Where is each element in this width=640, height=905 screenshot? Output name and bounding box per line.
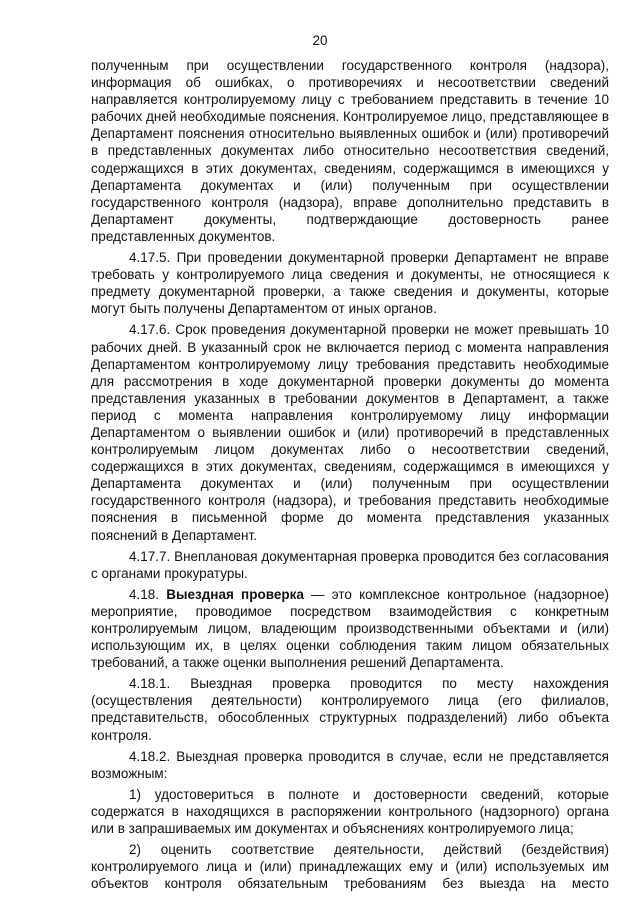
term-onsite-inspection: Выездная проверка	[166, 586, 304, 602]
paragraph-4-18-2: 4.18.2. Выездная проверка проводится в случае, если не представляется возможным:	[91, 748, 609, 781]
list-item-2: 2) оценить соответствие деятельности, действий (бездействия) контролируемого лица и (или) принадлежащих ему и (или) используемых им объектов контроля обязательным требованиям без выезда на место	[91, 842, 609, 892]
list-item-1: 1) удостовериться в полноте и достоверности сведений, которые содержатся в находящихся в распоряжении контрольного (надзорного) органа или в запрашиваемых им документах и объяснениях контролируемого лица;	[91, 786, 609, 837]
paragraph-4-18-number: 4.18.	[129, 586, 167, 602]
paragraph-4-18-1: 4.18.1. Выездная проверка проводится по месту нахождения (осуществления деятельности) контролируемого лица (его филиалов, представительств, обособленных структурных подразделений) либо объекта контроля.	[91, 676, 609, 743]
paragraph-4-17-7: 4.17.7. Внеплановая документарная проверка проводится без согласования с органами прокуратуры.	[91, 548, 609, 581]
page-number: 20	[312, 33, 328, 48]
paragraph-4-17-6: 4.17.6. Срок проведения документарной проверки не может превышать 10 рабочих дней. В указанный срок не включается период с момента направления Департаментом контролируемому лицу требования представить необходимые для рассмотрения в ходе документарной проверки документы до момента представления указанных в требовании документов в Департамент, а также период с момента направления контролируемому лицу информации Департаментом о выявлении ошибок и (или) противоречий в представленных контролируемым лицом документах либо о несоответствии сведений, содержащихся в этих документах, сведениям, содержащимся в имеющихся у Департамента документах и (или) полученным при осуществлении государственного контроля (надзора), и требования представить необходимые пояснения в письменной форме до момента представления указанных пояснений в Департамент.	[91, 322, 609, 543]
paragraph-4-18-definition: — это комплексное контрольное (надзорное) мероприятие, проводимое посредством взаимодействия с конкретным контролируемым лицом, владеющим производственными объектами и (или) использующим их, в целях оценки соблюдения таким лицом обязательных требований, а также оценки выполнения решений Департамента.	[91, 586, 609, 671]
document-body	[91, 57, 609, 896]
paragraph-4-18	[91, 586, 609, 671]
paragraph-4-17-5: 4.17.5. При проведении документарной проверки Департамент не вправе требовать у контролируемого лица сведения и документы, не относящиеся к предмету документарной проверки, а также сведения и документы, которые могут быть получены Департаментом от иных органов.	[91, 250, 609, 317]
paragraph-continuation: полученным при осуществлении государственного контроля (надзора), информация об ошибках, о противоречиях и несоответствии сведений направляется контролируемому лицу с требованием представить в течение 10 рабочих дней необходимые пояснения. Контролируемое лицо, представляющее в Департамент пояснения относительно выявленных ошибок и (или) противоречий в представленных документах либо относительно несоответствия сведений, содержащихся в этих документах, сведениям, содержащимся в имеющихся у Департамента документах и (или) полученным при осуществлении государственного контроля (надзора), вправе дополнительно представить в Департамент документы, подтверждающие достоверность ранее представленных документов.	[91, 58, 609, 244]
